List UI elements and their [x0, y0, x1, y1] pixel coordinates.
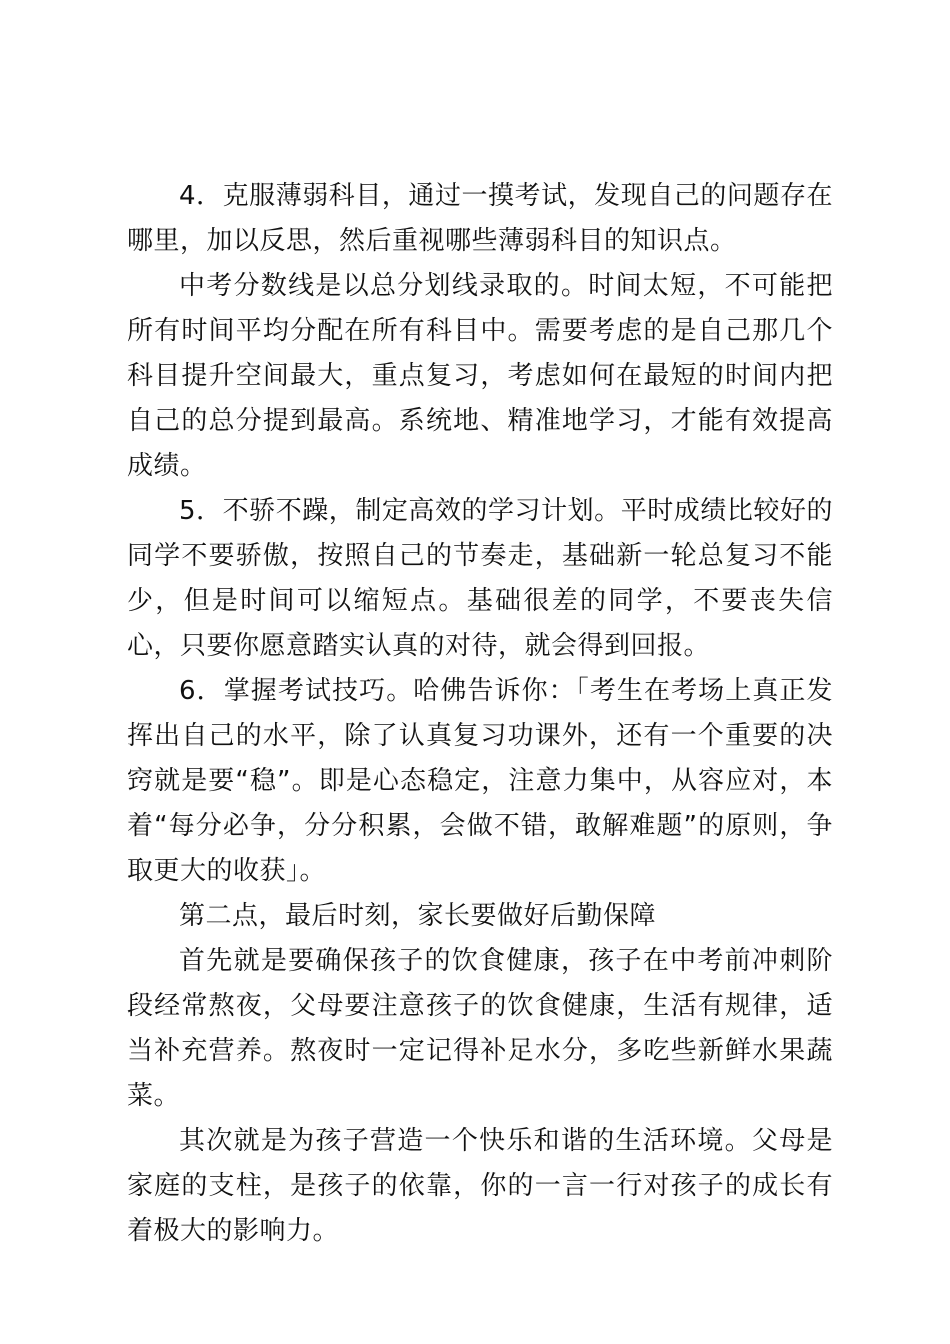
paragraph-score-line: 中考分数线是以总分划线录取的。时间太短，不可能把所有时间平均分配在所有科目中。需要考虑的是自己那几个科目提升空间最大，重点复习，考虑如何在最短的时间内把自己的总分提到最高。系统地、精准地学习，才能有效提高成绩。: [127, 271, 833, 481]
paragraph-family-environment: 其次就是为孩子营造一个快乐和谐的生活环境。父母是家庭的支柱，是孩子的依靠，你的一言一行对孩子的成长有着极大的影响力。: [127, 1126, 833, 1246]
paragraph-item-5: 5．不骄不躁，制定高效的学习计划。平时成绩比较好的同学不要骄傲，按照自己的节奏走，基础新一轮总复习不能少，但是时间可以缩短点。基础很差的同学，不要丧失信心，只要你愿意踏实认真的对待，就会得到回报。: [127, 496, 833, 661]
paragraph-item-6: 6．掌握考试技巧。哈佛告诉你：「考生在考场上真正发挥出自己的水平，除了认真复习功课外，还有一个重要的决窍就是要“稳”。即是心态稳定，注意力集中，从容应对，本着“每分必争，分分积累，会做不错，敢解难题”的原则，争取更大的收获」。: [127, 676, 833, 886]
section-heading-second-point: 第二点，最后时刻，家长要做好后勤保障: [179, 901, 657, 931]
paragraph-item-4: 4．克服薄弱科目，通过一摸考试，发现自己的问题存在哪里，加以反思，然后重视哪些薄弱科目的知识点。: [127, 181, 833, 256]
document-page: [127, 174, 833, 1254]
paragraph-diet-health: 首先就是要确保孩子的饮食健康，孩子在中考前冲刺阶段经常熬夜，父母要注意孩子的饮食健康，生活有规律，适当补充营养。熬夜时一定记得补足水分，多吃些新鲜水果蔬菜。: [127, 946, 833, 1111]
